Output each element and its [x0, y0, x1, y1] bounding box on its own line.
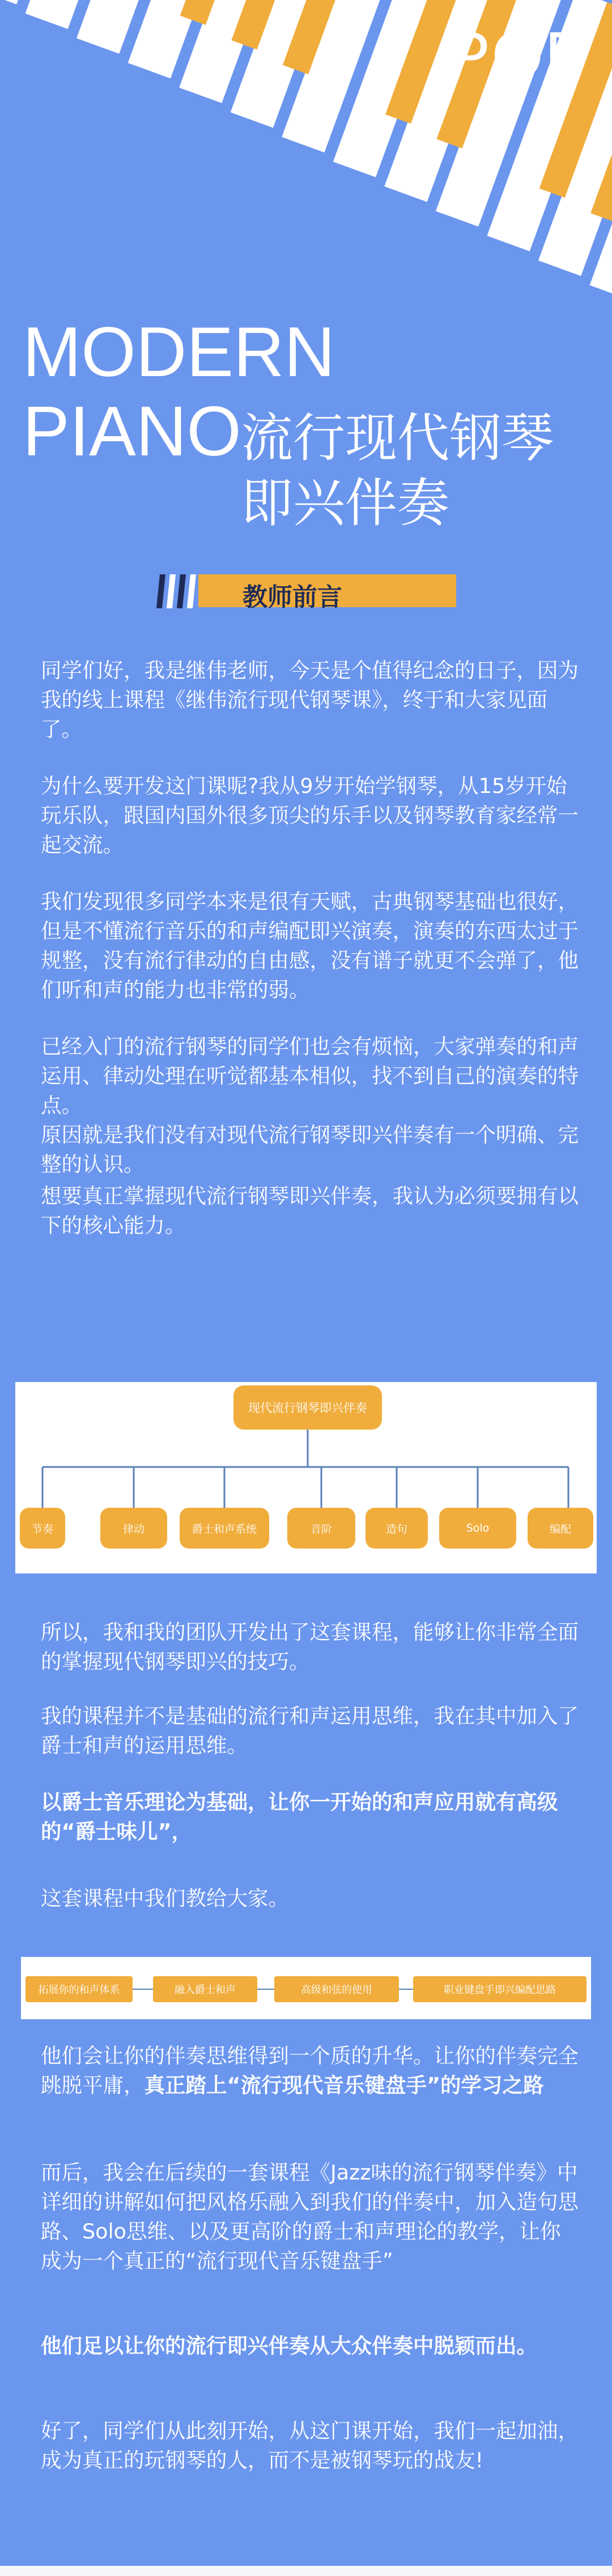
stripes-icon: [153, 572, 198, 611]
paragraph-reason: 原因就是我们没有对现代流行钢琴即兴伴奏有一个明确、完整的认识。: [41, 1123, 579, 1176]
section-header: [153, 572, 456, 611]
paragraph-why: 为什么要开发这门课呢?我从9岁开始学钢琴，从15岁开始玩乐队，跟国内国外很多顶尖的乐手以及钢琴教育家经常一起交流。: [41, 774, 579, 857]
page-title-line1: 流行现代钢琴: [241, 408, 554, 468]
tree-node-jazz-harmony: 爵士和声系统: [180, 1508, 269, 1549]
tree-node-rhythm: 节奏: [20, 1508, 65, 1549]
paragraph-next-course: 而后，我会在后续的一套课程《Jazz味的流行钢琴伴奏》中详细的讲解如何把风格乐融入到我们的伴奏中，加入造句思路、Solo思维、以及更高阶的爵士和声理论的教学，让你成为一个真正的“流行现代音乐键盘手”: [41, 2160, 579, 2273]
paragraph-upgrade: [41, 2041, 579, 2100]
paragraph-beginner: 已经入门的流行钢琴的同学们也会有烦恼，大家弹奏的和声运用、律动处理在听觉都基本相似，找不到自己的演奏的特点。: [41, 1034, 579, 1118]
paragraph-upgrade-emphasis: 真正踏上“流行现代音乐键盘手”的学习之路: [144, 2073, 544, 2097]
tree-node-scale: 音阶: [287, 1508, 355, 1549]
page-title-line2: 即兴伴奏: [241, 473, 450, 534]
paragraph-core: 想要真正掌握现代流行钢琴即兴伴奏，我认为必须要拥有以下的核心能力。: [41, 1184, 579, 1238]
tree-node-groove: 律动: [100, 1508, 167, 1549]
paragraph-jazz-thinking: 我的课程并不是基础的流行和声运用思维，我在其中加入了爵士和声的运用思维。: [41, 1704, 579, 1758]
skills-tree-diagram: [15, 1382, 597, 1573]
paragraph-team: 所以，我和我的团队开发出了这套课程，能够让你非常全面的掌握现代钢琴即兴的技巧。: [41, 1620, 579, 1674]
paragraph-teach: 这套课程中我们教给大家。: [41, 1886, 289, 1910]
tree-root-node: 现代流行钢琴即兴伴奏: [233, 1385, 382, 1430]
flow-step-1: 拓展你的和声体系: [26, 1976, 133, 2002]
tree-node-solo: Solo: [439, 1508, 516, 1549]
section-title: 教师前言: [243, 583, 342, 612]
learning-flow-diagram: [21, 1957, 591, 2019]
pop-word: POP: [445, 18, 590, 93]
piano-word: PIANO: [23, 393, 241, 471]
flow-step-2: 融入爵士和声: [153, 1976, 257, 2002]
bottom-strip: [0, 2566, 612, 2576]
paragraph-stand-out: 他们足以让你的流行即兴伴奏从大众伴奏中脱颖而出。: [41, 2334, 537, 2358]
paragraph-upgrade-text: 他们会让你的伴奏思维得到一个质的升华。让你的伴奏完全跳脱平庸，: [41, 2044, 579, 2097]
paragraph-jazz-theory: 以爵士音乐理论为基础，让你一开始的和声应用就有高级的“爵士味儿”，: [41, 1790, 558, 1844]
hero-banner: [0, 0, 612, 566]
paragraph-intro: 同学们好，我是继伟老师，今天是个值得纪念的日子，因为我的线上课程《继伟流行现代钢琴课》，终于和大家见面了。: [41, 658, 579, 741]
paragraph-closing: 好了，同学们从此刻开始，从这门课开始，我们一起加油，成为真正的玩钢琴的人，而不是被钢琴玩的战友!: [41, 2419, 579, 2472]
flow-step-4: 职业键盘手即兴编配思路: [413, 1976, 586, 2002]
modern-word: MODERN: [23, 313, 335, 391]
flow-step-3: 高级和弦的使用: [274, 1976, 399, 2002]
tree-node-phrasing: 造句: [366, 1508, 428, 1549]
paragraph-problem: 我们发现很多同学本来是很有天赋，古典钢琴基础也很好，但是不懂流行音乐的和声编配即兴演奏，演奏的东西太过于规整，没有流行律动的自由感，没有谱子就更不会弹了，他们听和声的能力也非常的弱。: [41, 889, 579, 1002]
tree-node-arrangement: 编配: [528, 1508, 593, 1549]
